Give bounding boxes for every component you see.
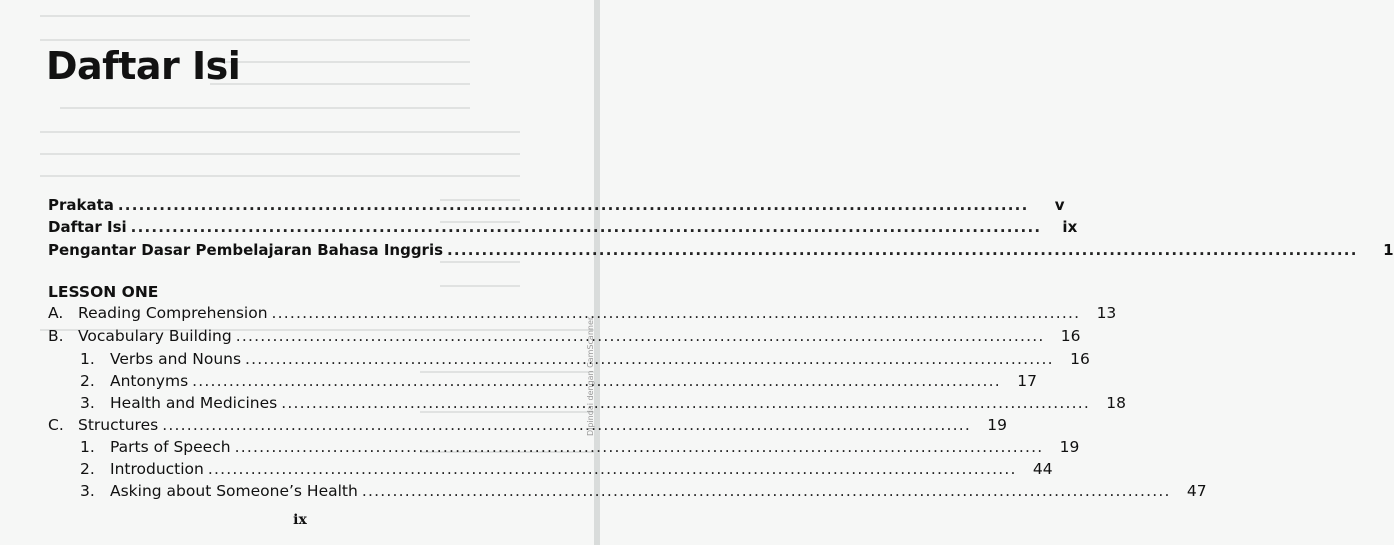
toc-entry-label: Vocabulary Building [78,327,232,345]
toc-entry-page: 13 [1096,304,1117,322]
toc-entry [48,300,1117,322]
toc-entry-page: 19 [1059,438,1080,456]
toc-entry-page: 18 [1106,394,1126,412]
toc-subentry [80,368,1037,390]
toc-entry-page: 16 [1070,350,1090,368]
toc-entry-label: Asking about Someone’s Health [110,482,358,500]
toc-entry-number: 2. [80,460,95,478]
dot-leader: .................................................................................................................................... [245,350,1054,368]
toc-entry-label: Reading Comprehension [78,304,268,322]
toc-entry-page: v [1054,196,1065,214]
toc-entry-page: 17 [1017,372,1037,390]
toc-entry-pengantar [48,237,1394,259]
toc-entry-label: Health and Medicines [110,394,278,412]
toc-entry-number: B. [48,327,64,345]
toc-entry-page: 47 [1186,482,1207,500]
toc-entry-label: Antonyms [110,372,189,390]
toc-entry-page: 1 [1383,241,1394,259]
toc-entry-number: C. [48,416,64,434]
toc-subentry [80,478,1207,500]
dot-leader: .................................................................................................................................... [361,482,1171,500]
dot-leader: .................................................................................................................................... [207,460,1017,478]
toc-entry-number: 2. [80,372,95,390]
toc-entry-number: A. [48,304,64,322]
toc-entry-number: 3. [80,394,95,412]
toc-entry [48,323,1081,345]
toc-subentry [80,346,1090,368]
dot-leader: .................................................................................................................................... [192,372,1001,390]
toc-subentry [80,456,1053,478]
dot-leader: .................................................................................................................................... [130,218,1042,236]
toc-entry-number: 1. [80,350,95,368]
toc-entry-prakata [48,192,1065,214]
toc-entry-label: Parts of Speech [110,438,231,456]
toc-entry-page: ix [1062,218,1078,236]
toc-entry-label: Structures [78,416,159,434]
dot-leader: .................................................................................................................................... [281,394,1090,412]
dot-leader: .................................................................................................................................... [271,304,1081,322]
toc-entry-page: 19 [987,416,1007,434]
toc-entry-label: Introduction [110,460,204,478]
toc-entry-label: Prakata [48,196,114,214]
page-number: ix [293,512,307,528]
scanner-watermark: Dipindai dengan CamScanner [586,316,595,436]
toc-subentry [80,434,1080,456]
toc-entry-page: 44 [1032,460,1053,478]
toc-entry-number: 1. [80,438,95,456]
dot-leader: .................................................................................................................................... [162,416,971,434]
dot-leader: .................................................................................................................................... [117,196,1029,214]
toc-entry-label: Daftar Isi [48,218,127,236]
lesson-heading: LESSON ONE [48,283,159,301]
dot-leader: .................................................................................................................................... [234,438,1044,456]
toc-entry-daftar-isi [48,214,1078,236]
page-title: Daftar Isi [46,44,241,88]
toc-entry [48,412,1007,434]
toc-entry-number: 3. [80,482,95,500]
toc-entry-page: 16 [1060,327,1081,345]
dot-leader: .................................................................................................................................... [235,327,1045,345]
toc-entry-label: Verbs and Nouns [110,350,242,368]
toc-entry-label: Pengantar Dasar Pembelajaran Bahasa Inggris [48,241,444,259]
toc-subentry [80,390,1126,412]
dot-leader: .................................................................................................................................... [447,241,1358,259]
